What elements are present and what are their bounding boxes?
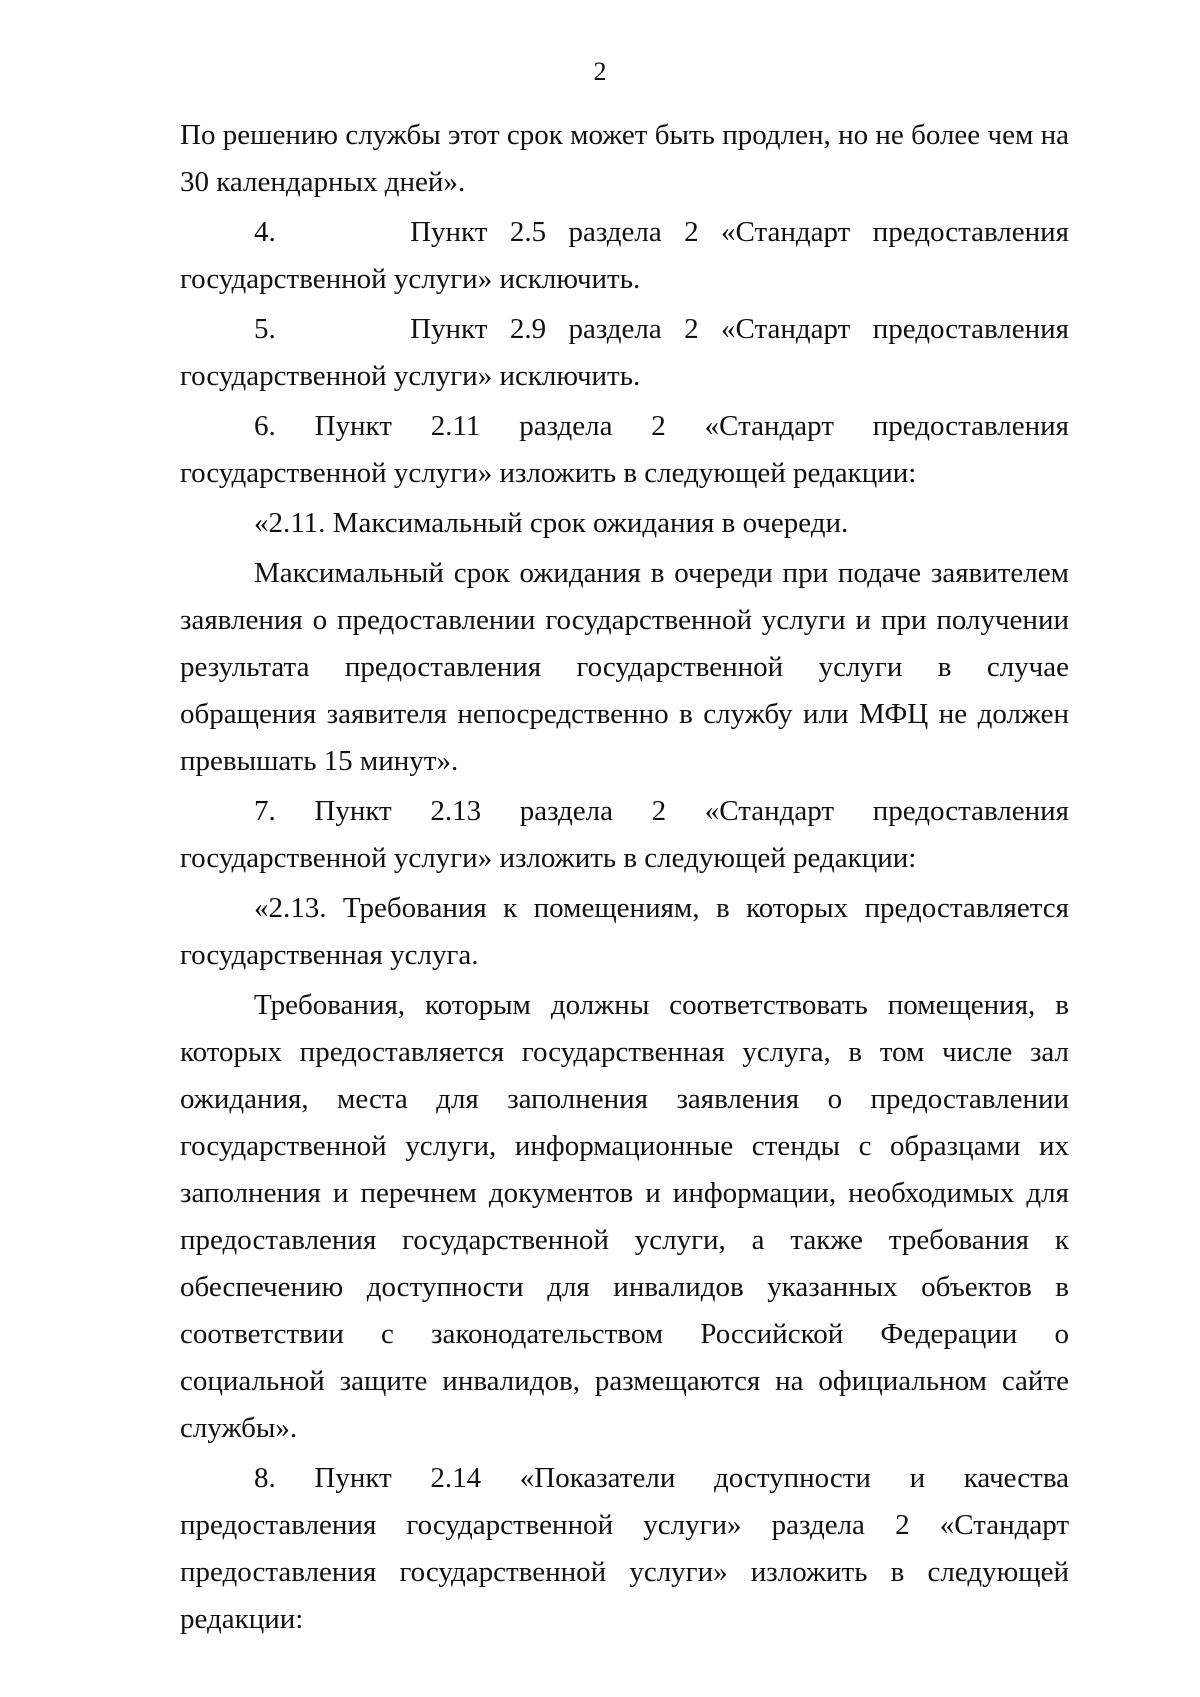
paragraph-item-6: 6. Пункт 2.11 раздела 2 «Стандарт предоставления государственной услуги» изложить в следующей редакции: xyxy=(180,410,1069,489)
document-body xyxy=(180,112,1069,1646)
paragraph-item-5: 5. Пункт 2.9 раздела 2 «Стандарт предоставления государственной услуги» исключить. xyxy=(180,313,1069,392)
paragraph-continuation: По решению службы этот срок может быть продлен, но не более чем на 30 календарных дней». xyxy=(180,119,1069,198)
paragraph-2-11-body: Максимальный срок ожидания в очереди при подаче заявителем заявления о предоставлении государственной услуги и при получении результата предоставления государственной услуги в случае обращения заявителя непосредственно в службу или МФЦ не должен превышать 15 минут». xyxy=(180,557,1069,777)
paragraph-heading-2-11: «2.11. Максимальный срок ожидания в очереди. xyxy=(254,507,849,539)
paragraph-heading-2-13: «2.13. Требования к помещениям, в которых предоставляется государственная услуга. xyxy=(180,892,1069,971)
paragraph-2-13-body: Требования, которым должны соответствовать помещения, в которых предоставляется государственная услуга, в том числе зал ожидания, места для заполнения заявления о предоставлении государственной услуги, информационные стенды с образцами их заполнения и перечнем документов и информации, необходимых для предоставления государственной услуги, а также требования к обеспечению доступности для инвалидов указанных объектов в соответствии с законодательством Российской Федерации о социальной защите инвалидов, размещаются на официальном сайте службы». xyxy=(180,989,1069,1444)
paragraph-item-8: 8. Пункт 2.14 «Показатели доступности и качества предоставления государственной услуги» раздела 2 «Стандарт предоставления государственной услуги» изложить в следующей редакции: xyxy=(180,1462,1069,1635)
paragraph-item-7: 7. Пункт 2.13 раздела 2 «Стандарт предоставления государственной услуги» изложить в следующей редакции: xyxy=(180,795,1069,874)
page-number: 2 xyxy=(593,57,607,86)
paragraph-item-4: 4. Пункт 2.5 раздела 2 «Стандарт предоставления государственной услуги» исключить. xyxy=(180,216,1069,295)
